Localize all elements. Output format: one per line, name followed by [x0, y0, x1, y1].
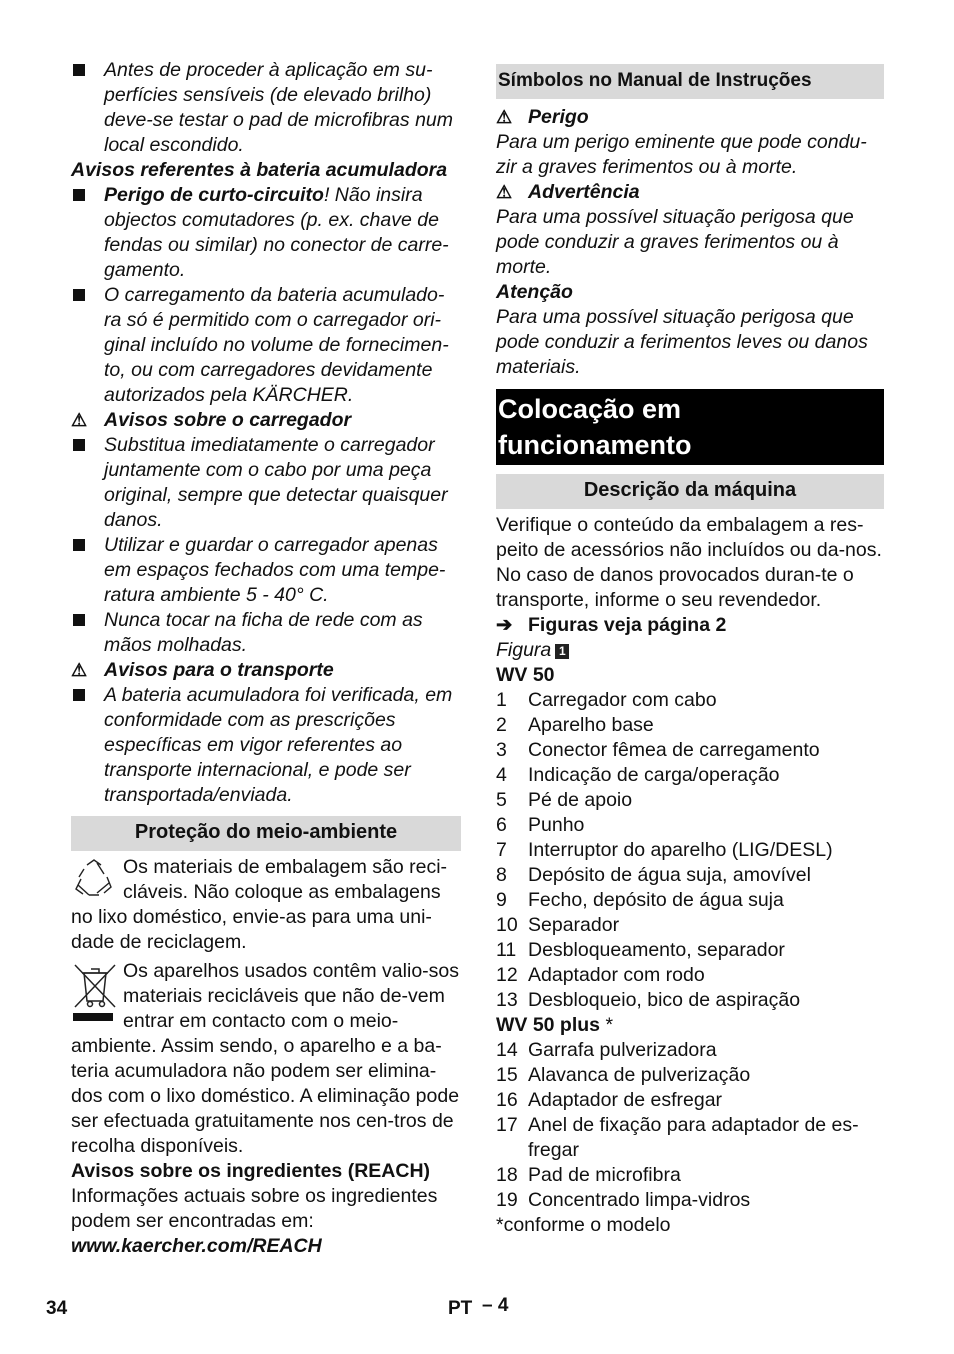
item-number: 15	[496, 1064, 518, 1086]
warning-triangle-icon: ⚠	[71, 410, 88, 430]
item-text: Interruptor do aparelho (LIG/DESL)	[528, 839, 833, 861]
parts-list-item	[496, 888, 884, 913]
parts-list-item	[496, 688, 884, 713]
footer-page-ref: – 4	[482, 1295, 509, 1316]
model-wv50-heading: WV 50	[496, 664, 555, 686]
bullet-text	[104, 183, 461, 283]
item-number: 10	[496, 914, 518, 936]
item-number: 1	[496, 689, 507, 711]
reach-heading: Avisos sobre os ingredientes (REACH)	[71, 1160, 431, 1182]
footer-language: PT	[448, 1298, 473, 1319]
bullet-text: Utilizar e guardar o carregador apenas em espaços fechados com uma tempe-ratura ambiente 5 - 40° C.	[104, 534, 446, 606]
bullet-square-icon	[71, 533, 104, 608]
item-text: Desbloqueio, bico de aspiração	[528, 989, 801, 1011]
item-text: Alavanca de pulverização	[528, 1064, 751, 1086]
item-number: 5	[496, 789, 507, 811]
recycling-icon	[71, 857, 117, 901]
transport-heading-text: Avisos para o transporte	[104, 659, 334, 681]
parts-list-item	[496, 1188, 884, 1213]
environment-heading: Proteção do meio-ambiente	[71, 816, 461, 851]
item-text: Fecho, depósito de água suja	[528, 889, 784, 911]
bullet-text: Nunca tocar na ficha de rede com as mãos molhadas.	[104, 609, 423, 656]
item-text: Punho	[528, 814, 585, 836]
parts-list-item	[496, 788, 884, 813]
parts-list-item	[496, 738, 884, 763]
parts-list-item	[496, 1113, 884, 1163]
reach-url-link[interactable]: www.kaercher.com/REACH	[71, 1235, 322, 1257]
figure-number-box: 1	[555, 644, 569, 659]
item-text: Garrafa pulverizadora	[528, 1039, 717, 1061]
bullet-item	[71, 683, 461, 808]
parts-list-wv50	[496, 688, 884, 1013]
item-number: 2	[496, 714, 507, 736]
transport-heading	[71, 658, 461, 683]
danger-text: Para um perigo eminente que pode condu-zir a graves ferimentos ou à morte.	[496, 131, 867, 178]
machine-description-text: Verifique o conteúdo da embalagem a res-peito de acessórios não incluídos ou da-nos. No caso de danos provocados duran-te o transporte, informe o seu revendedor.	[496, 514, 882, 611]
bullet-text: Antes de proceder à aplicação em su-perfícies sensíveis (de elevado brilho) deve-se testar o pad de microfibras num local escondido.	[104, 59, 454, 156]
item-number: 14	[496, 1039, 518, 1061]
parts-list-item	[496, 863, 884, 888]
parts-list-item	[496, 763, 884, 788]
bullet-square-icon	[71, 58, 104, 158]
parts-list-item	[496, 913, 884, 938]
footnote: *conforme o modelo	[496, 1214, 671, 1236]
item-number: 8	[496, 864, 507, 886]
short-circuit-warning: Perigo de curto-circuito	[104, 184, 324, 206]
item-number: 4	[496, 764, 507, 786]
right-column	[496, 58, 884, 1238]
parts-list-item	[496, 838, 884, 863]
parts-list-item	[496, 938, 884, 963]
warning-text: Para uma possível situação perigosa que pode conduzir a graves ferimentos ou à morte.	[496, 206, 854, 278]
recycling-text: Os materiais de embalagem são reci-cláveis. Não coloque as embalagens no lixo doméstico, envie-as para uma uni-dade de reciclagem.	[71, 856, 448, 953]
item-text: Adaptador de esfregar	[528, 1089, 723, 1111]
parts-list-item	[496, 1038, 884, 1063]
bullet-square-icon	[71, 683, 104, 808]
warning-label: Advertência	[528, 181, 640, 203]
parts-list-wv50plus	[496, 1038, 884, 1213]
figures-reference-text: Figuras veja página 2	[528, 614, 727, 636]
bullet-item	[71, 608, 461, 658]
recycling-paragraph	[71, 855, 461, 955]
parts-list-item	[496, 963, 884, 988]
arrow-right-icon: ➔	[496, 614, 513, 636]
bullet-text-rest: ! Não insira objectos comutadores (p. ex. chave de fendas ou similar) no conector de carre-gamento.	[104, 184, 449, 281]
warning-triangle-icon: ⚠	[496, 107, 513, 127]
item-text: Conector fêmea de carregamento	[528, 739, 820, 761]
item-number: 13	[496, 989, 518, 1011]
item-text: Separador	[528, 914, 620, 936]
battery-heading: Avisos referentes à bateria acumuladora	[71, 159, 448, 181]
bullet-text: Substitua imediatamente o carregador juntamente com o cabo por uma peça original, sempre que detectar quaisquer danos.	[104, 434, 448, 531]
left-column	[71, 58, 461, 1259]
parts-list-item	[496, 713, 884, 738]
model-footnote-mark: *	[600, 1014, 614, 1036]
model-wv50plus-name: WV 50 plus	[496, 1014, 601, 1036]
bullet-text: A bateria acumuladora foi verificada, em conformidade com as prescrições específicas em vigor referentes ao transporte internacional, e pode ser transportada/enviada.	[104, 684, 453, 806]
item-text: Depósito de água suja, amovível	[528, 864, 811, 886]
bullet-square-icon	[71, 283, 104, 408]
model-wv50plus-heading	[496, 1013, 884, 1038]
item-number: 7	[496, 839, 507, 861]
bullet-item	[71, 183, 461, 283]
item-text: Pad de microfibra	[528, 1164, 681, 1186]
bullet-item	[71, 533, 461, 608]
parts-list-item	[496, 1063, 884, 1088]
bullet-square-icon	[71, 608, 104, 658]
warning-triangle-icon: ⚠	[496, 182, 513, 202]
reach-text: Informações actuais sobre os ingredientes podem ser encontradas em:	[71, 1185, 438, 1232]
caution-label: Atenção	[496, 281, 573, 303]
danger-label: Perigo	[528, 106, 589, 128]
charger-heading-text: Avisos sobre o carregador	[104, 409, 352, 431]
symbols-heading: Símbolos no Manual de Instruções	[496, 64, 884, 99]
item-number: 18	[496, 1164, 518, 1186]
item-text: Indicação de carga/operação	[528, 764, 780, 786]
item-text: Desbloqueamento, separador	[528, 939, 785, 961]
parts-list-item	[496, 1088, 884, 1113]
item-number: 17	[496, 1114, 518, 1136]
bullet-item	[71, 283, 461, 408]
item-number: 19	[496, 1189, 518, 1211]
warning-triangle-icon: ⚠	[71, 660, 88, 680]
bullet-square-icon	[71, 183, 104, 283]
item-number: 11	[496, 939, 517, 961]
item-text: Concentrado limpa-vidros	[528, 1189, 751, 1211]
item-number: 9	[496, 889, 507, 911]
item-text: Pé de apoio	[528, 789, 633, 811]
crossed-bin-icon	[71, 961, 119, 1027]
item-number: 3	[496, 739, 507, 761]
machine-description-heading: Descrição da máquina	[496, 474, 884, 509]
parts-list-item	[496, 813, 884, 838]
item-number: 6	[496, 814, 507, 836]
danger-heading	[496, 105, 884, 130]
parts-list-item	[496, 1163, 884, 1188]
bullet-text: O carregamento da bateria acumulado-ra só é permitido com o carregador ori-ginal incluído no volume de fornecimen-to, ou com carregadores devidamente autorizados pela KÄRCHER.	[104, 284, 449, 406]
warning-heading	[496, 180, 884, 205]
figures-reference	[496, 613, 884, 638]
bullet-item	[71, 433, 461, 533]
disposal-text: Os aparelhos usados contêm valio-sos materiais recicláveis que não de-vem entrar em contacto com o meio-ambiente. Assim sendo, o aparelho e a ba-teria acumuladora não podem ser elimina-dos com o lixo doméstico. A eliminação pode ser efectuada gratuitamente nos cen-tros de recolha disponíveis.	[71, 960, 460, 1157]
bullet-square-icon	[71, 433, 104, 533]
charger-heading	[71, 408, 461, 433]
item-number: 16	[496, 1089, 518, 1111]
item-number: 12	[496, 964, 518, 986]
figure-label-line	[496, 638, 884, 663]
parts-list-item	[496, 988, 884, 1013]
section-title: Colocação em funcionamento	[496, 389, 884, 465]
item-text: Anel de fixação para adaptador de es-fregar	[528, 1114, 859, 1161]
item-text: Adaptador com rodo	[528, 964, 705, 986]
page-number: 34	[46, 1298, 68, 1319]
caution-text: Para uma possível situação perigosa que pode conduzir a ferimentos leves ou danos materiais.	[496, 306, 868, 378]
item-text: Aparelho base	[528, 714, 654, 736]
disposal-paragraph	[71, 959, 461, 1159]
bullet-item	[71, 58, 461, 158]
figure-label: Figura	[496, 639, 552, 661]
item-text: Carregador com cabo	[528, 689, 717, 711]
